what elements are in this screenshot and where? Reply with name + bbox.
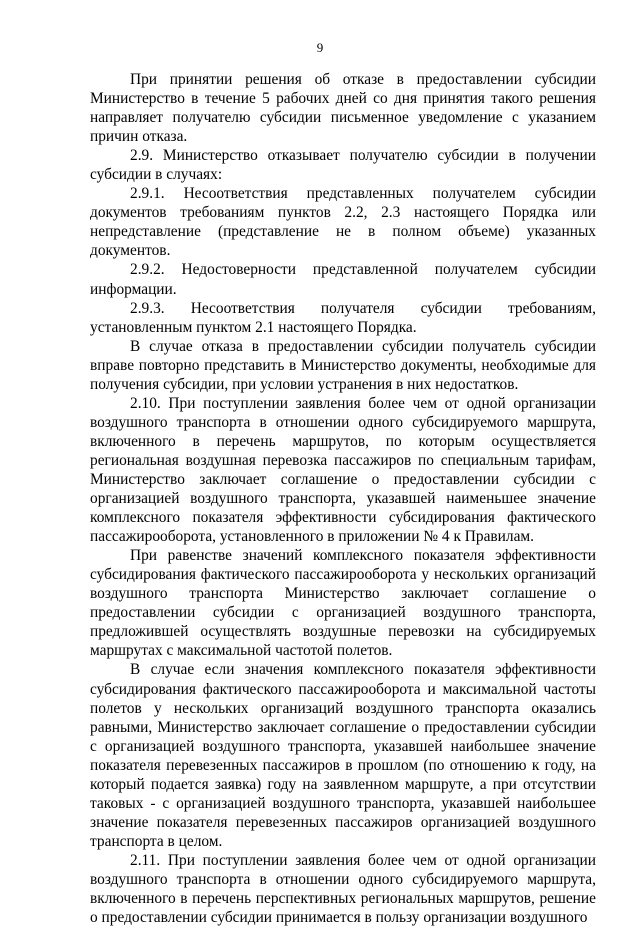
- paragraph-equal-frequency: В случае если значения комплексного показателя эффективности субсидирования фактического пассажирооборота и максимальной частоты полетов у нескольких организаций воздушного транспорта оказались равными, Министерство заключает соглашение о предоставлении субсидии с организацией воздушного транспорта, указавшей наибольшее значение показателя перевезенных пассажиров в прошлом (по отношению к году, на который подается заявка) году на заявленном маршруте, а при отсутствии таковых - с организацией воздушного транспорта, указавшей наибольшее значение показателя перевезенных пассажиров организацией воздушного транспорта в целом.: [90, 661, 596, 850]
- body-text: [90, 70, 596, 927]
- paragraph-2-9-2: 2.9.2. Недостоверности представленной получателем субсидии информации.: [90, 261, 596, 298]
- page-number: 9: [316, 40, 324, 55]
- paragraph-2-9-1: 2.9.1. Несоответствия представленных получателем субсидии документов требованиям пунктов 2.2, 2.3 настоящего Порядка или непредставление (представление не в полном объеме) указанных документов.: [90, 185, 596, 260]
- paragraph-2-10: 2.10. При поступлении заявления более чем от одной организации воздушного транспорта в отношении одного субсидируемого маршрута, включенного в перечень маршрутов, по которым осуществляется региональная воздушная перевозка пассажиров по специальным тарифам, Министерство заключает соглашение о предоставлении субсидии с организацией воздушного транспорта, указавшей наименьшее значение комплексного показателя эффективности субсидирования фактического пассажирооборота, установленного в приложении № 4 к Правилам.: [90, 394, 596, 546]
- paragraph-2-9-3: 2.9.3. Несоответствия получателя субсидии требованиям, установленным пунктом 2.1 настоящего Порядка.: [90, 299, 596, 336]
- paragraph-2-11: 2.11. При поступлении заявления более чем от одной организации воздушного транспорта в отношении одного субсидируемого маршрута, включенного в перечень перспективных региональных маршрутов, решение о предоставлении субсидии принимается в пользу организации воздушного: [90, 851, 596, 927]
- paragraph-refusal-notice: При принятии решения об отказе в предоставлении субсидии Министерство в течение 5 рабочих дней со дня принятия такого решения направляет получателю субсидии письменное уведомление с указанием причин отказа.: [90, 71, 596, 146]
- paragraph-resubmission: В случае отказа в предоставлении субсидии получатель субсидии вправе повторно представить в Министерство документы, необходимые для получения субсидии, при условии устранения в них недостатков.: [90, 337, 596, 393]
- paragraph-2-9: 2.9. Министерство отказывает получателю субсидии в получении субсидии в случаях:: [90, 147, 596, 184]
- paragraph-equal-efficiency: При равенстве значений комплексного показателя эффективности субсидирования фактического пассажирооборота у нескольких организаций воздушного транспорта Министерство заключает соглашение о предоставлении субсидии с организацией воздушного транспорта, предложившей осуществлять воздушные перевозки на субсидируемых маршрутах с максимальной частотой полетов.: [90, 547, 596, 660]
